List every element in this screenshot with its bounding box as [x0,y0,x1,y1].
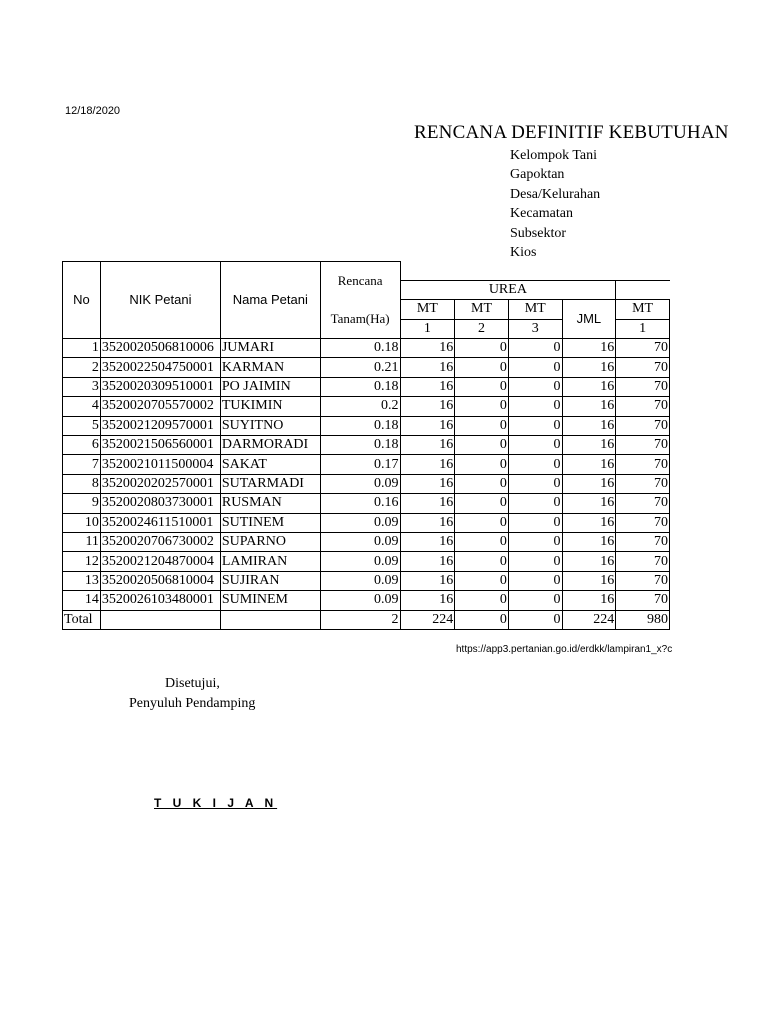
cell-nik: 3520020506810006 [100,339,220,358]
total-mt3: 0 [508,610,562,629]
table-row [63,358,670,377]
cell-tanam: 0.09 [320,552,400,571]
total-row [63,610,670,629]
header-nama: Nama Petani [220,262,320,339]
cell-tanam: 0.18 [320,416,400,435]
cell-next: 70 [616,377,670,396]
header-rencana: Rencana [320,262,400,300]
cell-mt1: 16 [400,436,455,455]
total-next: 980 [616,610,670,629]
cell-nik: 3520021204870004 [100,552,220,571]
cell-mt2: 0 [455,494,509,513]
cell-tanam: 0.18 [320,436,400,455]
document-title: RENCANA DEFINITIF KEBUTUHAN [414,122,729,143]
total-label: Total [63,610,101,629]
total-empty-1 [100,610,220,629]
info-label-kecamatan: Kecamatan [510,206,573,222]
cell-next: 70 [616,532,670,551]
cell-no: 12 [63,552,101,571]
officer-name: T U K I J A N [154,796,278,810]
info-label-gapoktan: Gapoktan [510,167,565,183]
cell-mt2: 0 [455,474,509,493]
cell-mt2: 0 [455,513,509,532]
cell-nik: 3520020706730002 [100,532,220,551]
cell-nik: 3520020309510001 [100,377,220,396]
cell-nama: SUMINEM [220,591,320,610]
header-urea: UREA [400,280,616,299]
cell-tanam: 0.18 [320,339,400,358]
cell-nama: RUSMAN [220,494,320,513]
table-row [63,474,670,493]
cell-next: 70 [616,552,670,571]
cell-tanam: 0.21 [320,358,400,377]
cell-nama: SUPARNO [220,532,320,551]
cell-jml: 16 [562,513,616,532]
cell-mt3: 0 [508,552,562,571]
cell-next: 70 [616,416,670,435]
table-row [63,436,670,455]
cell-next: 70 [616,455,670,474]
table-row [63,494,670,513]
cell-jml: 16 [562,571,616,590]
cell-mt1: 16 [400,591,455,610]
cell-jml: 16 [562,591,616,610]
header-next-mt-index: 1 [616,319,670,338]
cell-mt1: 16 [400,552,455,571]
cell-next: 70 [616,397,670,416]
table-row [63,416,670,435]
cell-mt2: 0 [455,339,509,358]
cell-mt1: 16 [400,358,455,377]
cell-tanam: 0.16 [320,494,400,513]
info-label-desa: Desa/Kelurahan [510,186,601,202]
cell-mt2: 0 [455,591,509,610]
cell-next: 70 [616,571,670,590]
header-tanam: Tanam(Ha) [320,300,400,339]
cell-jml: 16 [562,339,616,358]
cell-jml: 16 [562,474,616,493]
header-blank [400,262,669,281]
cell-no: 11 [63,532,101,551]
cell-next: 70 [616,591,670,610]
table-row [63,455,670,474]
cell-jml: 16 [562,494,616,513]
header-no: No [63,262,101,339]
header-mt-2: MT [455,300,509,319]
cell-nama: TUKIMIN [220,397,320,416]
officer-role: Penyuluh Pendamping [129,696,256,711]
cell-jml: 16 [562,532,616,551]
cell-mt3: 0 [508,571,562,590]
cell-nik: 3520022504750001 [100,358,220,377]
cell-no: 2 [63,358,101,377]
cell-nama: SAKAT [220,455,320,474]
cell-mt1: 16 [400,416,455,435]
cell-next: 70 [616,494,670,513]
cell-mt1: 16 [400,455,455,474]
cell-jml: 16 [562,552,616,571]
cell-mt3: 0 [508,455,562,474]
cell-mt3: 0 [508,494,562,513]
cell-no: 4 [63,397,101,416]
cell-next: 70 [616,513,670,532]
cell-no: 8 [63,474,101,493]
cell-tanam: 0.17 [320,455,400,474]
cell-nik: 3520021011500004 [100,455,220,474]
cell-mt3: 0 [508,474,562,493]
cell-nama: PO JAIMIN [220,377,320,396]
cell-nik: 3520020202570001 [100,474,220,493]
cell-mt2: 0 [455,358,509,377]
cell-mt3: 0 [508,377,562,396]
cell-jml: 16 [562,377,616,396]
total-jml: 224 [562,610,616,629]
header-nik: NIK Petani [100,262,220,339]
cell-mt2: 0 [455,552,509,571]
cell-no: 10 [63,513,101,532]
cell-mt3: 0 [508,416,562,435]
cell-tanam: 0.09 [320,571,400,590]
cell-mt2: 0 [455,436,509,455]
cell-mt3: 0 [508,591,562,610]
cell-mt3: 0 [508,436,562,455]
cell-jml: 16 [562,436,616,455]
cell-mt3: 0 [508,513,562,532]
cell-no: 9 [63,494,101,513]
cell-no: 6 [63,436,101,455]
approval-label: Disetujui, [165,676,220,691]
table-row [63,552,670,571]
cell-mt3: 0 [508,339,562,358]
cell-mt1: 16 [400,532,455,551]
cell-nama: DARMORADI [220,436,320,455]
cell-mt1: 16 [400,474,455,493]
cell-jml: 16 [562,416,616,435]
header-jml: JML [562,300,616,339]
table-row [63,532,670,551]
table-row [63,339,670,358]
cell-no: 13 [63,571,101,590]
cell-nik: 3520020803730001 [100,494,220,513]
cell-nik: 3520020506810004 [100,571,220,590]
table-row [63,513,670,532]
cell-next: 70 [616,358,670,377]
cell-mt2: 0 [455,377,509,396]
cell-mt2: 0 [455,416,509,435]
table-row [63,377,670,396]
cell-no: 3 [63,377,101,396]
cell-mt2: 0 [455,455,509,474]
cell-mt1: 16 [400,513,455,532]
cell-nik: 3520021506560001 [100,436,220,455]
cell-mt1: 16 [400,571,455,590]
cell-tanam: 0.09 [320,532,400,551]
cell-nama: SUTARMADI [220,474,320,493]
total-tanam: 2 [320,610,400,629]
cell-nama: KARMAN [220,358,320,377]
header-mt-3: MT [508,300,562,319]
cell-mt2: 0 [455,571,509,590]
cell-tanam: 0.09 [320,591,400,610]
cell-nik: 3520020705570002 [100,397,220,416]
cell-tanam: 0.2 [320,397,400,416]
cell-tanam: 0.18 [320,377,400,396]
cell-nama: SUTINEM [220,513,320,532]
cell-mt3: 0 [508,532,562,551]
header-mt-1-index: 1 [400,319,455,338]
cell-jml: 16 [562,397,616,416]
cell-mt3: 0 [508,358,562,377]
cell-jml: 16 [562,455,616,474]
cell-nama: SUYITNO [220,416,320,435]
table-row [63,571,670,590]
cell-nama: JUMARI [220,339,320,358]
cell-tanam: 0.09 [320,513,400,532]
info-label-kios: Kios [510,245,537,261]
source-url: https://app3.pertanian.go.id/erdkk/lampiran1_x?c [456,644,673,655]
cell-no: 14 [63,591,101,610]
cell-mt1: 16 [400,339,455,358]
total-mt1: 224 [400,610,455,629]
header-mt-2-index: 2 [455,319,509,338]
cell-nik: 3520026103480001 [100,591,220,610]
cell-mt1: 16 [400,377,455,396]
cell-nama: LAMIRAN [220,552,320,571]
cell-no: 1 [63,339,101,358]
cell-jml: 16 [562,358,616,377]
cell-mt1: 16 [400,397,455,416]
info-label-subsektor: Subsektor [510,225,566,241]
header-mt-1: MT [400,300,455,319]
cell-mt2: 0 [455,532,509,551]
cell-mt1: 16 [400,494,455,513]
table-row [63,591,670,610]
header-mt-3-index: 3 [508,319,562,338]
total-empty-2 [220,610,320,629]
cell-mt2: 0 [455,397,509,416]
cell-next: 70 [616,436,670,455]
table-row [63,397,670,416]
total-mt2: 0 [455,610,509,629]
group-info-list [510,146,600,262]
cell-tanam: 0.09 [320,474,400,493]
info-label-kelompok-tani: Kelompok Tani [510,148,598,163]
cell-nik: 3520024611510001 [100,513,220,532]
farmer-table [62,261,670,630]
header-next-group [616,280,670,299]
cell-nik: 3520021209570001 [100,416,220,435]
header-next-mt: MT [616,300,670,319]
cell-next: 70 [616,339,670,358]
cell-no: 5 [63,416,101,435]
print-date: 12/18/2020 [65,105,121,117]
cell-nama: SUJIRAN [220,571,320,590]
cell-no: 7 [63,455,101,474]
cell-mt3: 0 [508,397,562,416]
cell-next: 70 [616,474,670,493]
